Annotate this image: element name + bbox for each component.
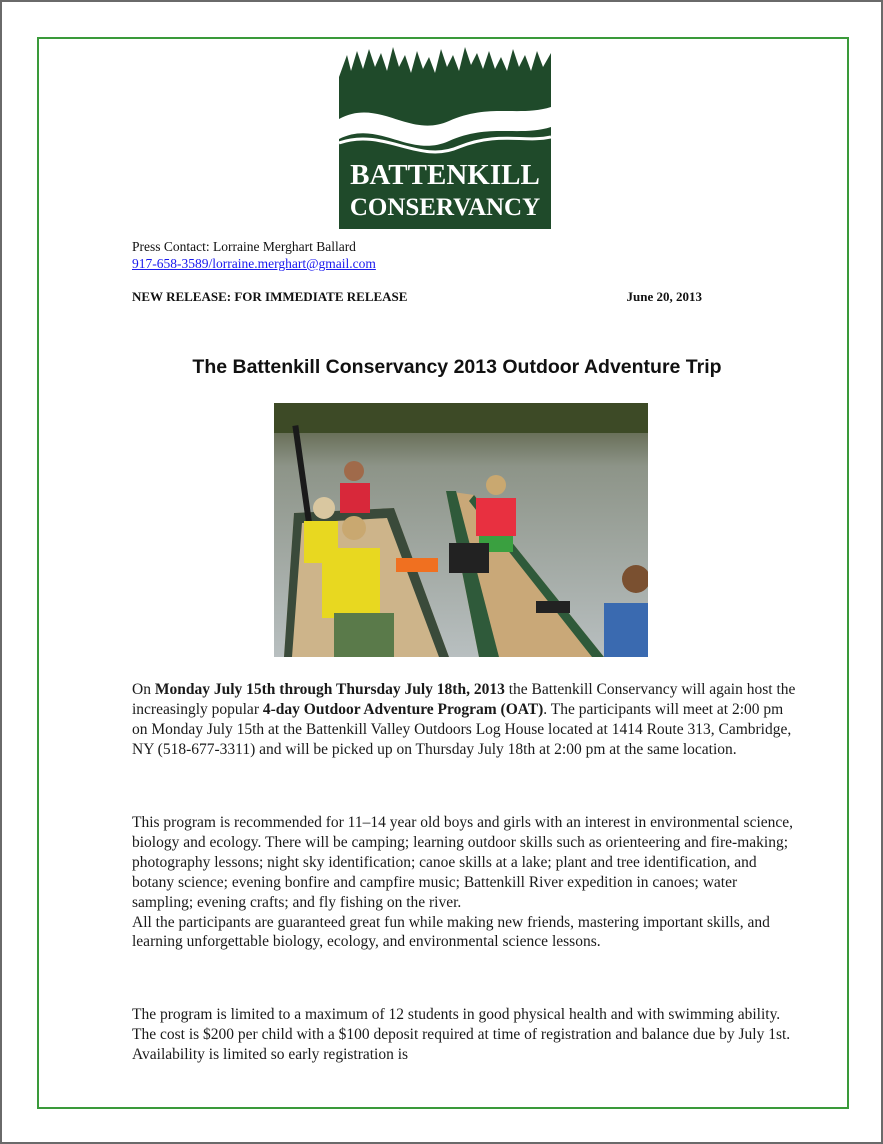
p1-text-1: On <box>132 681 155 698</box>
p1-bold-program: 4-day Outdoor Adventure Program (OAT) <box>262 700 544 718</box>
release-label: NEW RELEASE: FOR IMMEDIATE RELEASE <box>132 289 408 304</box>
p2-text-2: All the participants are guaranteed great fun while making new friends, mastering important skills, and learning unforgettable biology, ecology, and environmental science lessons. <box>132 913 770 951</box>
p3-text: The program is limited to a maximum of 12 students in good physical health and with swimming ability. The cost is $200 per child with a $100 deposit required at time of registration and balance due by July 1st. Availability is limited so early registration is <box>132 1006 791 1063</box>
release-date: June 20, 2013 <box>626 289 702 304</box>
canoe-photo <box>274 403 648 657</box>
paragraph-program-description <box>132 813 797 952</box>
press-contact-label: Press Contact: Lorraine Merghart Ballard <box>132 239 356 254</box>
press-contact-link[interactable]: 917-658-3589/lorraine.merghart@gmail.com <box>132 256 376 271</box>
battenkill-conservancy-logo <box>339 47 551 229</box>
page-title: The Battenkill Conservancy 2013 Outdoor Adventure Trip <box>192 356 722 378</box>
p1-text-3: . The participants will meet at 2:00 pm on Monday July 15th at the Battenkill Valley Outdoors Log House located at 1414 Route 313, Cambridge, NY (518-677-3311) and will be picked up on Thursday July 18th at 2:00 pm at the same location. <box>132 700 792 758</box>
p1-text-2: the Battenkill Conservancy will again host the increasingly popular <box>132 681 796 718</box>
release-line <box>132 289 702 305</box>
logo-text-battenkill: BATTENKILL <box>350 159 540 191</box>
p2-text: This program is recommended for 11–14 year old boys and girls with an interest in environmental science, biology and ecology. There will be camping; learning outdoor skills such as orienteering and fire-making; photography lessons; night sky identification; canoe skills at a lake; plant and tree identification, and botany science; evening bonfire and campfire music; Battenkill River expedition in canoes; water sampling; evening crafts; and fly fishing on the river. <box>132 814 794 911</box>
press-contact <box>132 238 376 272</box>
paragraph-program-dates <box>132 680 797 760</box>
logo-text-conservancy: CONSERVANCY <box>349 194 541 221</box>
paragraph-registration <box>132 1005 797 1065</box>
p1-bold-dates: Monday July 15th through Thursday July 18th, 2013 <box>154 681 505 698</box>
